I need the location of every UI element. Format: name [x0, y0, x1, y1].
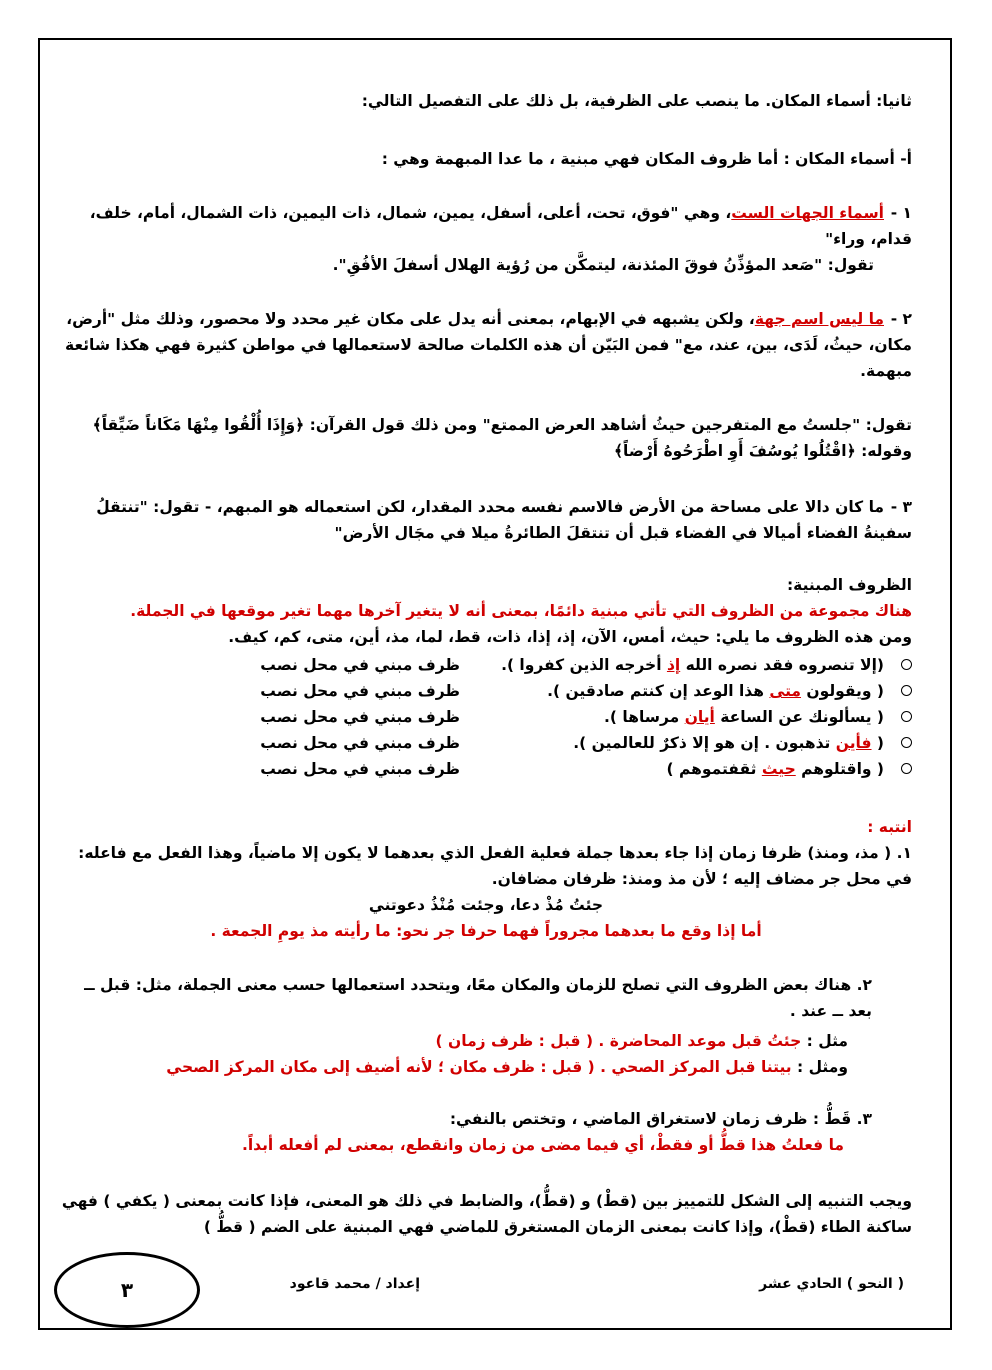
example-text: ( فأين تذهبون . إن هو إلا ذكرٌ للعالمين ).: [573, 734, 884, 752]
item-2-label: ما ليس اسم جهة: [754, 310, 884, 328]
list-item: [60, 730, 912, 756]
example-tag: ظرف مبني في محل نصب: [260, 682, 460, 700]
list-item: [60, 704, 912, 730]
item-3-number: ٣ -: [890, 498, 912, 516]
bullet-circle-icon: [901, 685, 912, 696]
example-tag: ظرف مبني في محل نصب: [260, 708, 460, 726]
page-number: ٣: [120, 1278, 134, 1302]
item-1-number: ١ -: [890, 204, 912, 222]
built-examples-list: [60, 652, 912, 782]
note-point-2: ٢. هناك بعض الظروف التي تصلح للزمان والمكان معًا، ويتحدد استعمالها حسب معنى الجملة، مثل: قبل ــ بعد ــ عند .: [84, 976, 872, 1020]
note-title: انتبه :: [867, 818, 912, 836]
note-point-1-example: جئتُ مُذْ دعا، وجئت مُنْذُ دعوتني: [368, 896, 604, 914]
example-text: ( واقتلوهم حيث ثقفتموهم ): [666, 760, 884, 778]
item-1-example: تقول: "صَعد المؤذِّنُ فوقَ المئذنة، ليتمكَّن من رُؤية الهلال أسفلَ الأفُقِ".: [332, 256, 874, 274]
note-point-1-red: أما إذا وقع ما بعدهما مجروراً فهما حرفا جر نحو: ما رأيته مذ يومِ الجمعة .: [210, 922, 762, 940]
list-item: [60, 756, 912, 782]
page-number-oval: [54, 1252, 200, 1328]
footer-subject: ( النحو ) الحادي عشر: [759, 1276, 904, 1292]
example-tag: ظرف مبني في محل نصب: [260, 734, 460, 752]
bullet-circle-icon: [901, 659, 912, 670]
example-tag: ظرف مبني في محل نصب: [260, 656, 460, 674]
example-tag: ظرف مبني في محل نصب: [260, 760, 460, 778]
example-text: ( يسألونك عن الساعة أيان مرساها ).: [604, 708, 884, 726]
page-footer: [40, 1252, 950, 1326]
footer-author: إعداد / محمد قاعود: [289, 1276, 420, 1292]
note-point-3-red: ما فعلتُ هذا قطُّ أو فقطْ، أي فيما مضى من زمان وانقطع، بمعنى لم أفعله أبداً.: [241, 1136, 844, 1154]
item-1: [60, 200, 912, 278]
item-2-number: ٢ -: [890, 310, 912, 328]
item-1-text: ، وهي "فوق، تحت، أعلى، أسفل، يمين، شمال، ذات اليمين، ذات الشمال، أمام، خلف، قدام، وراء": [89, 204, 912, 248]
note-point-3: ٣. قَطُّ : ظرف زمان لاستغراق الماضي ، وتختص بالنفي:: [449, 1110, 872, 1128]
item-3-text: ما كان دالا على مساحة من الأرض فالاسم نفسه محدد المقدار، لكن استعماله هو المبهم، - تقول: "تنتقلُ سفينةُ الفضاء أميالا في الفضاء قبل أن تنتقلَ الطائرةُ ميلا في مجَال الأرض": [96, 498, 912, 542]
item-2: [60, 306, 912, 384]
built-title: الظروف المبنية:: [786, 576, 912, 594]
item-2-example: تقول: "جلستُ مع المتفرجين حيثُ أشاهد العرض الممتع" ومن ذلك قول القرآن: ﴿وَإِذَا أُلْقُوا مِنْهَا مَكَاناً ضَيِّقاً﴾ وقوله: ﴿اقْتُلُوا يُوسُفَ أَوِ اطْرَحُوهُ أَرْضاً﴾: [92, 416, 912, 460]
example-text: ( ويقولون متى هذا الوعد إن كنتم صادقين ).: [547, 682, 884, 700]
bullet-circle-icon: [901, 737, 912, 748]
note-point-2-example-1: مثل : جئتُ قبل موعد المحاضرة . ( قبل : ظرف زمان ): [435, 1032, 848, 1050]
example-text: (إلا تنصروه فقد نصره الله إذ أخرجه الذين كفروا ).: [501, 656, 884, 674]
bullet-circle-icon: [901, 711, 912, 722]
section-a-heading: أ- أسماء المكان : أما ظروف المكان فهي مبنية ، ما عدا المبهمة وهي :: [381, 150, 912, 168]
item-2-text: ، ولكن يشبهه في الإبهام، بمعنى أنه يدل على مكان غير محدد ولا محصور، وذلك مثل "أرض، مكان، حيثُ، لَدَى، بين، عند، مع" فمن البَيّن أن هذه الكلمات صالحة لاستعمالها في مواطن كثيرة فهي هكذا شائعة مبهمة.: [65, 310, 912, 380]
note-point-1: ١. ( مذ، ومنذ) ظرفا زمان إذا جاء بعدها جملة فعلية الفعل الذي بعدهما لا يكون إلا ماضياً، وهذا الفعل مع فاعله: في محل جر مضاف إليه ؛ لأن مذ ومنذ: ظرفان مضافان.: [78, 844, 912, 888]
note-point-2-example-2: ومثل : بيتنا قبل المركز الصحي . ( قبل : ظرف مكان ؛ لأنه أضيف إلى مكان المركز الصحي: [166, 1058, 848, 1076]
note-point-4: ويجب التنبيه إلى الشكل للتمييز بين (قطْ) و (قطُّ)، والضابط في ذلك هو المعنى، فإذا كانت بمعنى ( يكفي ) فهي ساكنة الطاء (قطْ)، وإذا كانت بمعنى الزمان المستغرق للماضي فهي المبنية على الضم ( قطُّ ): [61, 1192, 912, 1236]
item-1-label: أسماء الجهات الست: [731, 204, 884, 222]
built-definition: هناك مجموعة من الظروف التي تأتي مبنية دائمًا، بمعنى أنه لا يتغير آخرها مهما تغير موقعها في الجملة.: [130, 602, 912, 620]
built-list-intro: ومن هذه الظروف ما يلي: حيث، أمس، الآن، إذ، إذا، ذات، قط، لما، مذ، أين، متى، كم، كيف.: [228, 628, 912, 646]
list-item: [60, 652, 912, 678]
bullet-circle-icon: [901, 763, 912, 774]
item-3: [60, 494, 912, 546]
intro-line: ثانيا: أسماء المكان. ما ينصب على الظرفية، بل ذلك على التفصيل التالي:: [361, 92, 912, 110]
list-item: [60, 678, 912, 704]
